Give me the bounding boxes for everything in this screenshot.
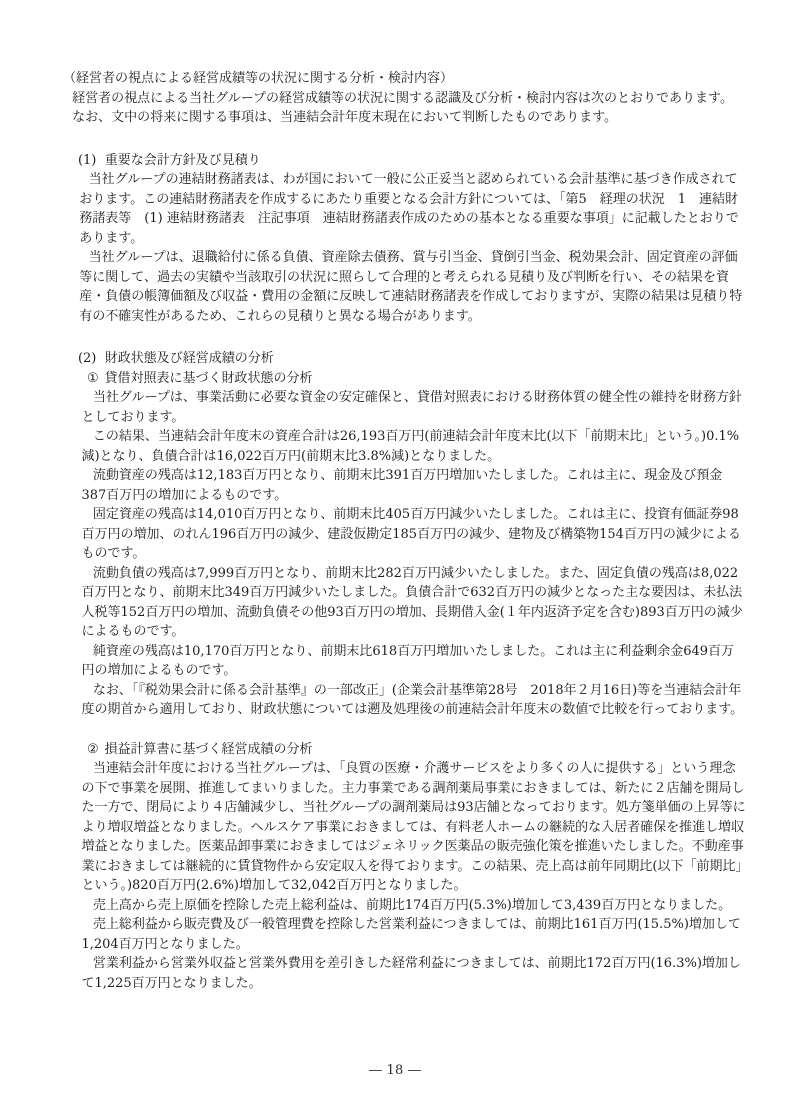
subsection-2-paragraph-3: 売上総利益から販売費及び一般管理費を控除した営業利益につきましては、前期比161百万円(15.5%)増加して1,204百万円となりました。 xyxy=(81,917,741,952)
subsection-1-paragraph-5: 流動負債の残高は7,999百万円となり、前期末比282百万円減少いたしました。また、固定負債の残高は8,022百万円となり、前期末比349百万円減少いたしました。負債合計で632百万円の減少となった主な要因は、未払法人税等152百万円の増加、流動負債その他93百万円の増加、長期借入金(１年内返済予定を含む)893百万円の減少によるものです。 xyxy=(81,565,743,639)
subsection-1-heading xyxy=(63,369,746,389)
subsection-2-paragraph-2: 売上高から売上原価を控除した売上総利益は、前期比174百万円(5.3%)増加して3,439百万円となりました。 xyxy=(92,897,732,913)
section-1-paragraph-2: 当社グループは、退職給付に係る負債、資産除去債務、賞与引当金、貸倒引当金、税効果会計、固定資産の評価等に関して、過去の実績や当該取引の状況に照らして合理的と考えられる見積り及び判断を行い、その結果を資産・負債の帳簿価額及び収益・費用の金額に反映して連結財務諸表を作成しておりますが、実際の結果は見積り特有の不確実性があるため、これらの見積りと異なる場合があります。 xyxy=(79,250,743,324)
subsection-2-number: ② xyxy=(87,741,99,757)
subsection-2-title: 損益計算書に基づく経営成績の分析 xyxy=(104,741,313,757)
section-1 xyxy=(63,151,746,327)
document-title: （経営者の視点による経営成績等の状況に関する分析・検討内容） xyxy=(63,71,454,86)
section-2 xyxy=(63,349,746,993)
subsection-1-title: 貸借対照表に基づく財政状態の分析 xyxy=(104,370,313,386)
section-1-title: 重要な会計方針及び見積り xyxy=(104,152,261,168)
section-1-heading xyxy=(63,151,746,171)
subsection-1-paragraph-4: 固定資産の残高は14,010百万円となり、前期末比405百万円減少いたしました。これは主に、投資有価証券98百万円の増加、のれん196百万円の減少、建設仮勘定185百万円の減少、建物及び構築物154百万円の減少によるものです。 xyxy=(81,507,741,561)
section-1-paragraph-1: 当社グループの連結財務諸表は、わが国において一般に公正妥当と認められている会計基準に基づき作成されております。この連結財務諸表を作成するにあたり重要となる会計方針については、「第5 経理の状況 1 連結財務諸表等 (1) 連結財務諸表 注記事項 連結財務諸表作成のための基本となる重要な事項」に記載したとおりであります。 xyxy=(79,172,739,246)
section-2-number: (2) xyxy=(77,351,97,366)
subsection-1-paragraph-2: この結果、当連結会計年度末の資産合計は26,193百万円(前連結会計年度末比(以下「前期末比」という。)0.1%減)となり、負債合計は16,022百万円(前期末比3.8%減)となりました。 xyxy=(81,429,740,464)
subsection-1-paragraph-1: 当社グループは、事業活動に必要な資金の安定確保と、貸借対照表における財務体質の健全性の維持を財務方針としております。 xyxy=(81,390,742,425)
subsection-1-paragraph-7: なお、「『税効果会計に係る会計基準』の一部改正」(企業会計基準第28号 2018年２月16日)等を当連結会計年度の期首から適用しており、財政状態については遡及処理後の前連結会計年度末の数値で比較を行っております。 xyxy=(81,682,744,717)
section-1-number: (1) xyxy=(77,152,97,168)
subsection-2-heading xyxy=(63,740,746,760)
section-2-heading xyxy=(63,349,746,369)
intro-paragraph-1: 経営者の視点による当社グループの経営成績等の状況に関する認識及び分析・検討内容は次のとおりであります。 xyxy=(72,90,734,106)
subsection-1 xyxy=(63,369,746,720)
section-2-title: 財政状態及び経営成績の分析 xyxy=(104,351,274,366)
page-number: ― 18 ― xyxy=(368,1063,422,1078)
subsection-2-paragraph-1: 当連結会計年度における当社グループは、「良質の医療・介護サービスをより多くの人に提供する」という理念の下で事業を展開、推進してまいりました。主力事業である調剤薬局事業におきましては、新たに２店舗を開局した一方で、閉局により４店舗減少し、当社グループの調剤薬局は93店舗となっております。処方箋単価の上昇等により増収増益となりました。ヘルスケア事業におきましては、有料老人ホームの継続的な入居者確保を推進し増収増益となりました。医薬品卸事業におきましてはジェネリック医薬品の販売強化策を推進いたしました。不動産事業におきましては継続的に賃貸物件から安定収入を得ております。この結果、売上高は前年同期比(以下「前期比」という。)820百万円(2.6%)増加して32,042百万円となりました。 xyxy=(81,761,746,893)
intro-paragraph-2: なお、文中の将来に関する事項は、当連結会計年度末現在において判断したものであります。 xyxy=(72,110,618,125)
subsection-2-paragraph-4: 営業利益から営業外収益と営業外費用を差引きした経常利益につきましては、前期比172百万円(16.3%)増加して1,225百万円となりました。 xyxy=(81,956,741,991)
subsection-1-paragraph-3: 流動資産の残高は12,183百万円となり、前期末比391百万円増加いたしました。これは主に、現金及び預金387百万円の増加によるものです。 xyxy=(81,468,723,503)
subsection-1-paragraph-6: 純資産の残高は10,170百万円となり、前期末比618百万円増加いたしました。これは主に利益剰余金649百万円の増加によるものです。 xyxy=(81,643,735,678)
page-footer xyxy=(0,1061,790,1081)
subsection-2 xyxy=(63,740,746,994)
subsection-1-number: ① xyxy=(87,370,99,386)
